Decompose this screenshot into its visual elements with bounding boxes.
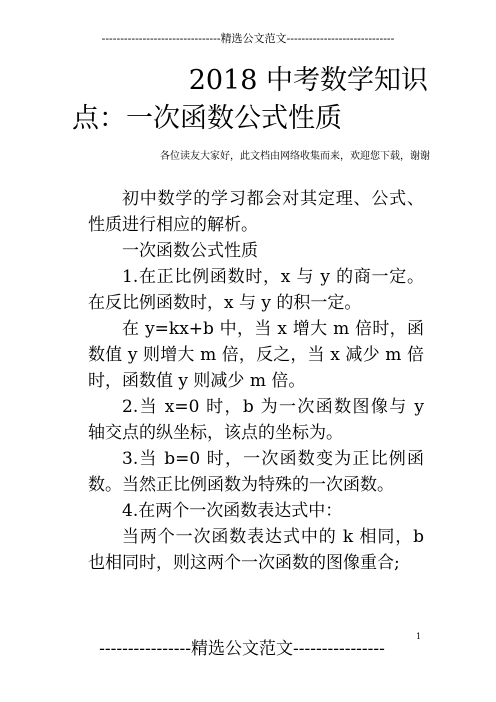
paragraph: 2.当 x=0 时，b 为一次函数图像与 y 轴交点的纵坐标，该点的坐标为。 xyxy=(88,397,424,443)
document-title-line-2: 点：一次函数公式性质 xyxy=(72,103,342,134)
document-body xyxy=(88,186,424,576)
paragraph: 1.在正比例函数时，x 与 y 的商一定。在反比例函数时，x 与 y 的积一定。 xyxy=(88,267,424,313)
page-number: 1 xyxy=(416,632,422,641)
section-heading: 一次函数公式性质 xyxy=(122,241,258,261)
paragraph: 3.当 b=0 时，一次函数变为正比例函数。当然正比例函数为特殊的一次函数。 xyxy=(88,449,424,495)
document-subtitle: 各位读友大家好，此文档由网络收集而来，欢迎您下载，谢谢 xyxy=(160,151,430,162)
page-header: --------------------------------精选公文范文----------------------------- xyxy=(101,32,395,45)
document-title-line-1: 2018 中考数学知识 xyxy=(188,65,428,96)
paragraph: 当两个一次函数表达式中的 k 相同，b 也相同时，则这两个一次函数的图像重合; xyxy=(88,527,424,573)
paragraph: 在 y=kx+b 中，当 x 增大 m 倍时，函数值 y 则增大 m 倍，反之，当 x 减少 m 倍时，函数值 y 则减少 m 倍。 xyxy=(88,319,424,391)
paragraph: 4.在两个一次函数表达式中： xyxy=(122,501,343,521)
paragraph: 初中数学的学习都会对其定理、公式、性质进行相应的解析。 xyxy=(88,189,424,235)
page-footer: ----------------精选公文范文---------------- xyxy=(99,639,385,659)
